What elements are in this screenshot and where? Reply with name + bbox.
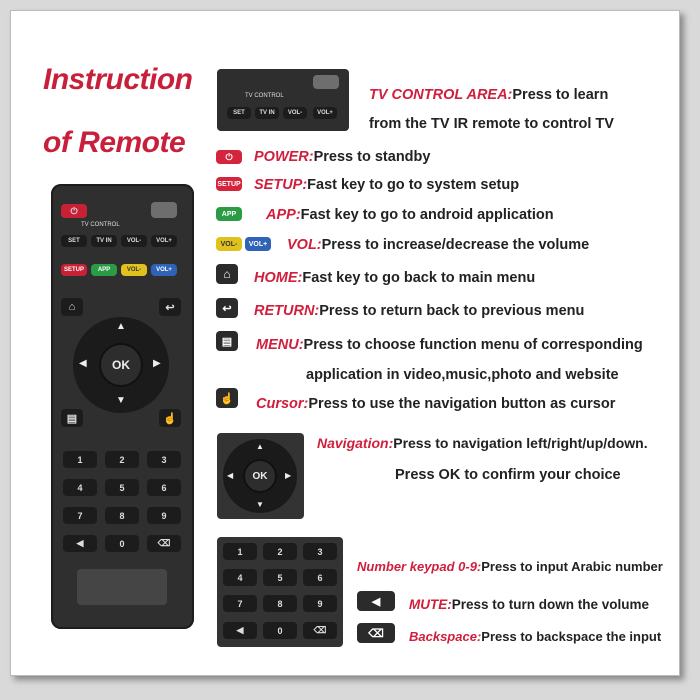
mute-key: ◀ xyxy=(223,622,257,639)
power-icon: ⏻ xyxy=(61,204,87,218)
return-icon: ↩ xyxy=(159,298,181,316)
ok-button: OK xyxy=(243,459,277,493)
vol-minus-icon: VOL- xyxy=(216,237,242,251)
navigation-desc-line2: Press OK to confirm your choice xyxy=(395,467,621,483)
home-desc: HOME:Fast key to go back to main menu xyxy=(254,270,536,286)
key-2: 2 xyxy=(105,451,139,468)
set-button: SET xyxy=(61,235,87,247)
learn-icon xyxy=(151,202,177,218)
tv-control-desc-line2: from the TV IR remote to control TV xyxy=(369,116,614,132)
number-keypad-desc: Number keypad 0-9:Press to input Arabic number xyxy=(357,559,663,574)
instruction-card xyxy=(10,10,680,676)
left-arrow-icon: ◀ xyxy=(227,471,234,480)
key-3: 3 xyxy=(303,543,337,560)
vol-desc: VOL:Press to increase/decrease the volume xyxy=(287,237,590,253)
backspace-icon: ⌫ xyxy=(357,623,395,643)
key-0: 0 xyxy=(105,535,139,552)
app-desc: APP:Fast key to go to android application xyxy=(266,207,554,223)
tv-control-desc: TV CONTROL AREA:Press to learn xyxy=(369,87,609,103)
tv-vol-minus-button: VOL- xyxy=(283,107,307,119)
left-arrow-icon: ◀ xyxy=(79,358,87,369)
return-desc: RETURN:Press to return back to previous menu xyxy=(254,303,585,319)
key-7: 7 xyxy=(223,595,257,612)
key-9: 9 xyxy=(147,507,181,524)
key-0: 0 xyxy=(263,622,297,639)
up-arrow-icon: ▲ xyxy=(116,321,126,332)
key-6: 6 xyxy=(147,479,181,496)
tvin-button: TV IN xyxy=(255,107,279,119)
backspace-desc: Backspace:Press to backspace the input xyxy=(409,629,662,644)
title-line-1: Instruction xyxy=(43,63,193,96)
navigation-desc: Navigation:Press to navigation left/right/up/down. xyxy=(317,435,648,451)
power-icon: ⏻ xyxy=(216,150,242,164)
key-8: 8 xyxy=(263,595,297,612)
key-6: 6 xyxy=(303,569,337,586)
learn-icon xyxy=(313,75,339,89)
remote-control-image xyxy=(51,184,194,629)
menu-desc: MENU:Press to choose function menu of corresponding xyxy=(256,337,643,353)
set-button: SET xyxy=(227,107,251,119)
down-arrow-icon: ▼ xyxy=(256,500,264,509)
tvin-button: TV IN xyxy=(91,235,117,247)
title-line-2: of Remote xyxy=(43,126,186,159)
right-arrow-icon: ▶ xyxy=(153,358,161,369)
setup-desc: SETUP:Fast key to go to system setup xyxy=(254,177,520,193)
tv-vol-plus-button: VOL+ xyxy=(313,107,337,119)
key-1: 1 xyxy=(63,451,97,468)
mute-key: ◀ xyxy=(63,535,97,552)
key-5: 5 xyxy=(263,569,297,586)
mute-desc: MUTE:Press to turn down the volume xyxy=(409,597,650,612)
tv-control-area-image xyxy=(217,69,349,131)
cursor-icon: ☝ xyxy=(159,409,181,427)
vol-plus-button: VOL+ xyxy=(151,264,177,276)
navigation-image xyxy=(217,433,304,519)
menu-icon: ▤ xyxy=(216,331,238,351)
key-2: 2 xyxy=(263,543,297,560)
key-8: 8 xyxy=(105,507,139,524)
return-icon: ↩ xyxy=(216,298,238,318)
key-4: 4 xyxy=(223,569,257,586)
key-5: 5 xyxy=(105,479,139,496)
up-arrow-icon: ▲ xyxy=(256,442,264,451)
tv-vol-plus-button: VOL+ xyxy=(151,235,177,247)
home-icon: ⌂ xyxy=(61,298,83,316)
vol-minus-button: VOL- xyxy=(121,264,147,276)
app-icon: APP xyxy=(216,207,242,221)
vol-plus-icon: VOL+ xyxy=(245,237,271,251)
tv-control-label: TV CONTROL xyxy=(81,222,120,228)
cursor-desc: Cursor:Press to use the navigation button as cursor xyxy=(256,396,616,412)
key-3: 3 xyxy=(147,451,181,468)
key-7: 7 xyxy=(63,507,97,524)
sensor-window xyxy=(77,569,167,605)
backspace-key: ⌫ xyxy=(147,535,181,552)
menu-desc-line2: application in video,music,photo and website xyxy=(306,367,619,383)
app-button: APP xyxy=(91,264,117,276)
setup-icon: SETUP xyxy=(216,177,242,191)
home-icon: ⌂ xyxy=(216,264,238,284)
key-4: 4 xyxy=(63,479,97,496)
number-keypad-image xyxy=(217,537,343,647)
power-desc: POWER:Press to standby xyxy=(254,149,431,165)
tv-vol-minus-button: VOL- xyxy=(121,235,147,247)
ok-button: OK xyxy=(99,343,143,387)
key-9: 9 xyxy=(303,595,337,612)
mute-icon: ◀ xyxy=(357,591,395,611)
right-arrow-icon: ▶ xyxy=(285,471,292,480)
setup-button: SETUP xyxy=(61,264,87,276)
tv-control-label: TV CONTROL xyxy=(245,93,284,99)
backspace-key: ⌫ xyxy=(303,622,337,639)
cursor-icon: ☝ xyxy=(216,388,238,408)
key-1: 1 xyxy=(223,543,257,560)
menu-icon: ▤ xyxy=(61,409,83,427)
down-arrow-icon: ▼ xyxy=(116,395,126,406)
